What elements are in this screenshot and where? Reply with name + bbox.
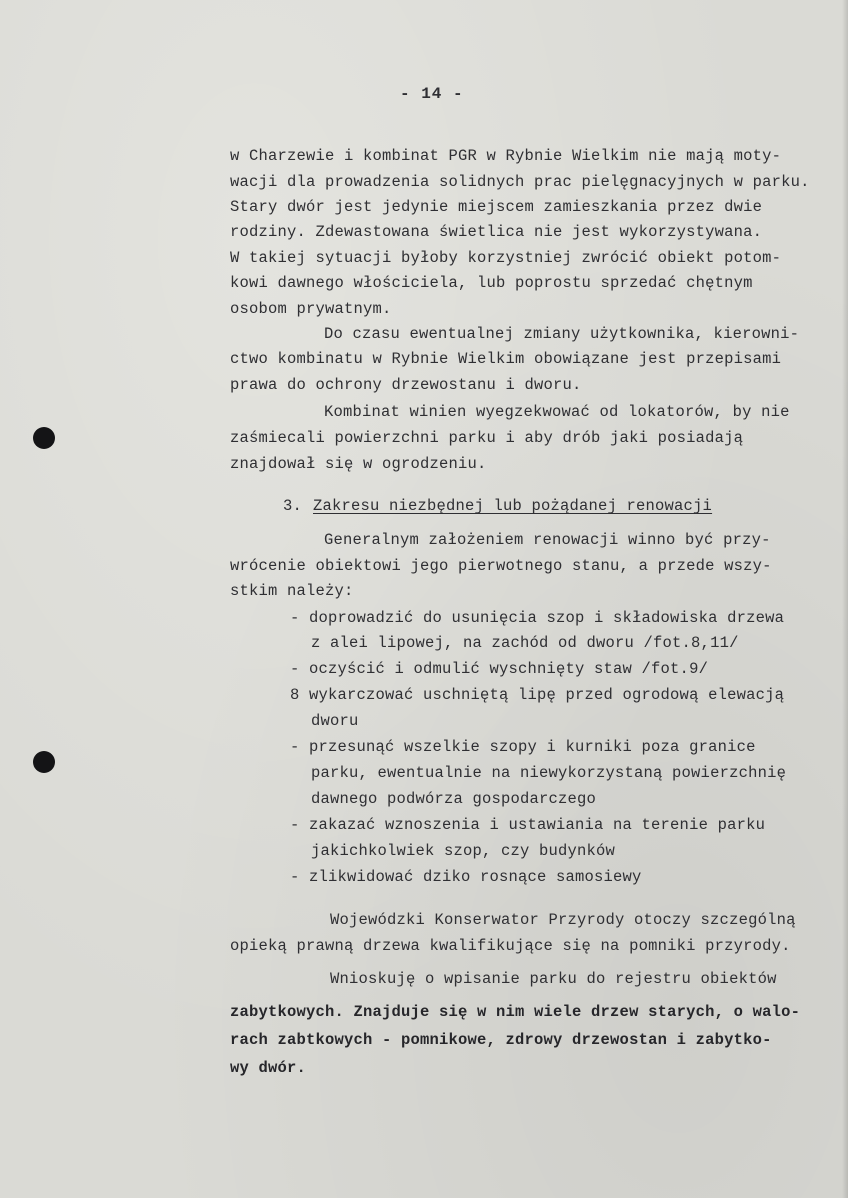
punch-hole (33, 751, 55, 773)
text-line: W takiej sytuacji byłoby korzystniej zwrócić obiekt potom- (230, 249, 782, 267)
text-line: prawa do ochrony drzewostanu i dworu. (230, 376, 582, 394)
text-line: ctwo kombinatu w Rybnie Wielkim obowiązane jest przepisami (230, 350, 782, 368)
text-line: Do czasu ewentualnej zmiany użytkownika, kierowni- (324, 325, 800, 343)
section-heading-number: 3. (283, 497, 303, 515)
text-line: kowi dawnego włościciela, lub poprostu sprzedać chętnym (230, 274, 753, 292)
text-line: wy dwór. (230, 1059, 307, 1077)
text-line: zabytkowych. Znajduje się w nim wiele drzew starych, o walo- (230, 1003, 801, 1021)
text-line: Stary dwór jest jedynie miejscem zamieszkania przez dwie (230, 198, 763, 216)
text-line: zaśmiecali powierzchni parku i aby drób jaki posiadają (230, 429, 744, 447)
list-item: parku, ewentualnie na niewykorzystaną powierzchnię (311, 764, 787, 782)
section-heading-title: Zakresu niezbędnej lub pożądanej renowacji (313, 497, 713, 515)
list-item: - zlikwidować dziko rosnące samosiewy (290, 868, 642, 886)
text-line: Generalnym założeniem renowacji winno być przy- (324, 531, 771, 549)
punch-hole (33, 427, 55, 449)
list-item: - zakazać wznoszenia i ustawiania na terenie parku (290, 816, 766, 834)
list-item: dawnego podwórza gospodarczego (311, 790, 597, 808)
text-line: osobom prywatnym. (230, 300, 392, 318)
list-item: z alei lipowej, na zachód od dworu /fot.8,11/ (311, 634, 739, 652)
list-item: jakichkolwiek szop, czy budynków (311, 842, 616, 860)
text-line: wacji dla prowadzenia solidnych prac pielęgnacyjnych w parku. (230, 173, 810, 191)
text-line: rach zabtkowych - pomnikowe, zdrowy drzewostan i zabytko- (230, 1031, 772, 1049)
text-line: wrócenie obiektowi jego pierwotnego stanu, a przede wszy- (230, 557, 772, 575)
page-number: - 14 - (400, 85, 464, 103)
text-line: Wnioskuję o wpisanie parku do rejestru obiektów (330, 970, 777, 988)
page-edge-shadow (842, 0, 848, 1198)
list-item: - przesunąć wszelkie szopy i kurniki poza granice (290, 738, 756, 756)
text-line: znajdował się w ogrodzeniu. (230, 455, 487, 473)
list-item: dworu (311, 712, 359, 730)
text-line: w Charzewie i kombinat PGR w Rybnie Wielkim nie mają moty- (230, 147, 782, 165)
list-item: - doprowadzić do usunięcia szop i składowiska drzewa (290, 609, 785, 627)
list-item: 8 wykarczować uschniętą lipę przed ogrodową elewacją (290, 686, 785, 704)
list-item: - oczyścić i odmulić wyschnięty staw /fot.9/ (290, 660, 709, 678)
text-line: Wojewódzki Konserwator Przyrody otoczy szczególną (330, 911, 796, 929)
text-line: opieką prawną drzewa kwalifikujące się na pomniki przyrody. (230, 937, 791, 955)
text-line: stkim należy: (230, 582, 354, 600)
text-line: Kombinat winien wyegzekwować od lokatorów, by nie (324, 403, 790, 421)
text-line: rodziny. Zdewastowana świetlica nie jest wykorzystywana. (230, 223, 763, 241)
